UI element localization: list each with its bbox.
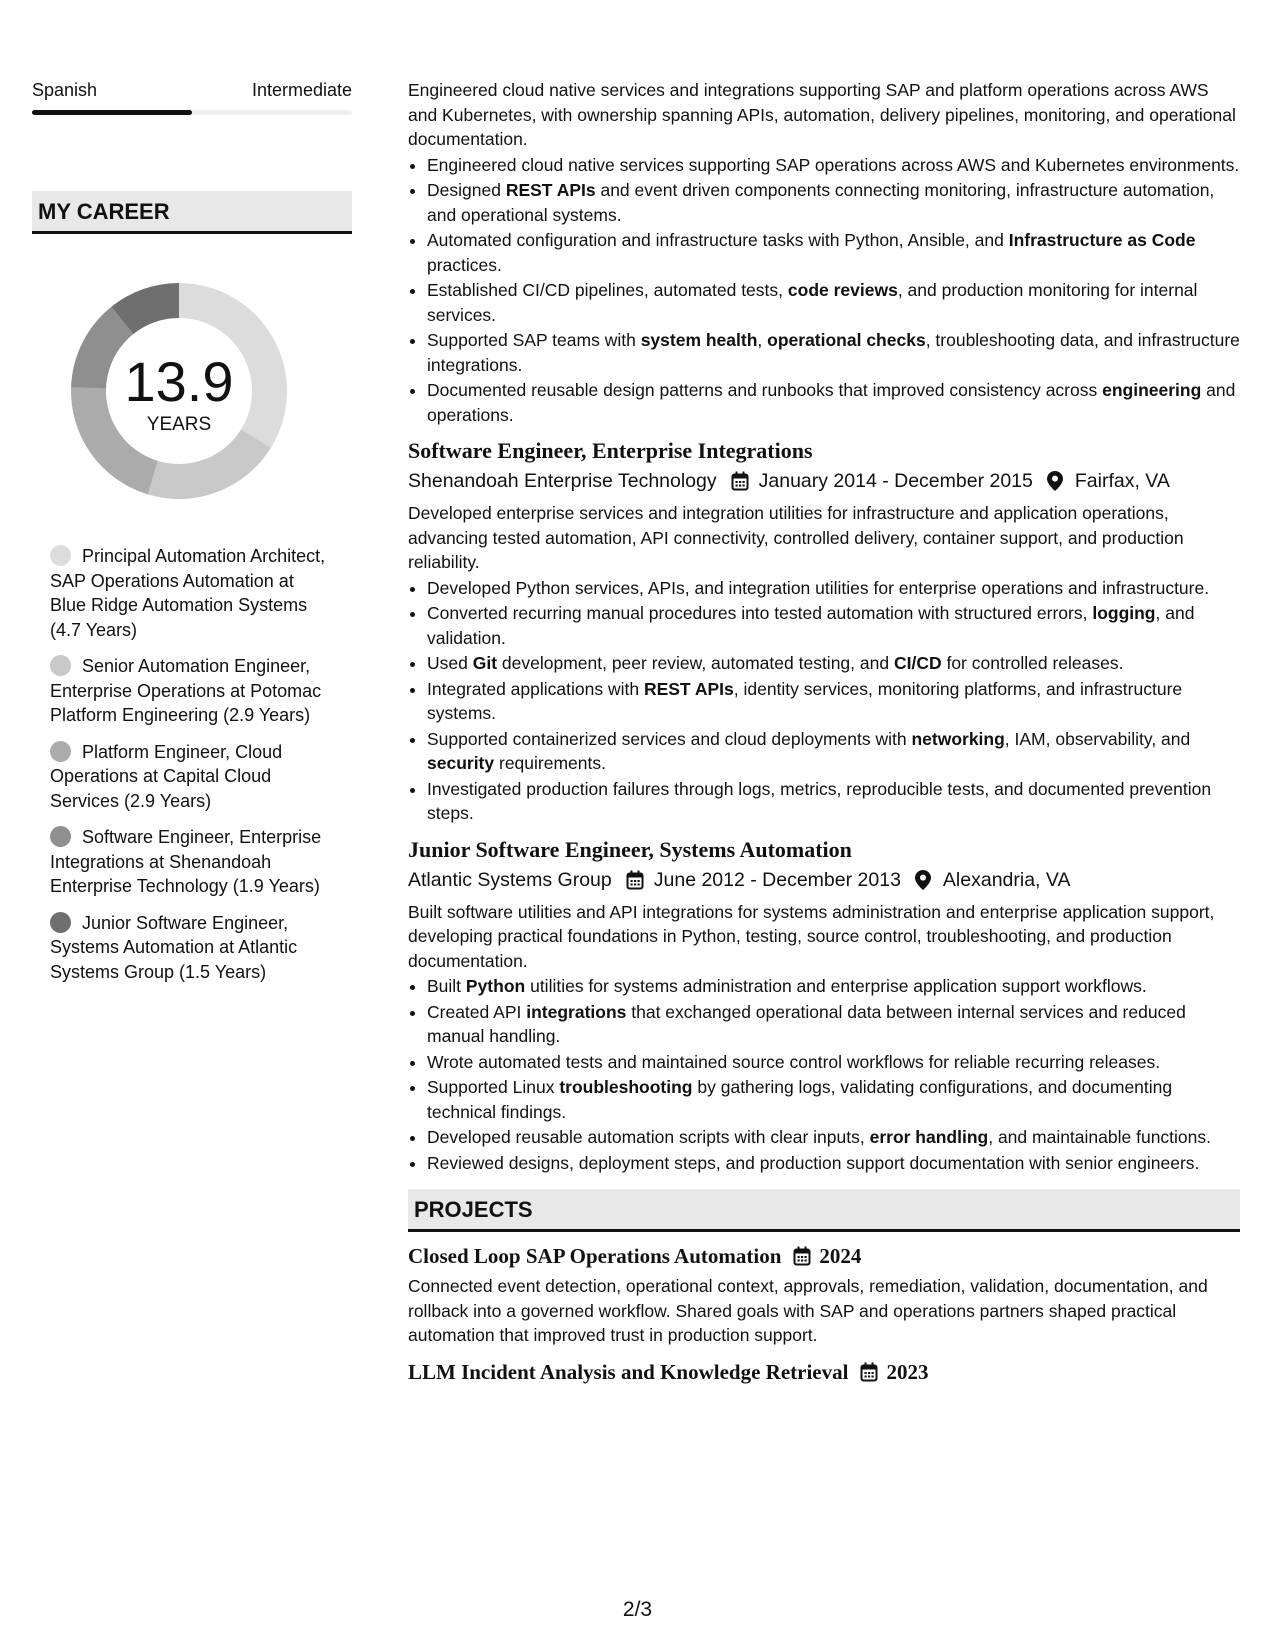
bullet-text: Converted recurring manual procedures into tested automation with structured errors,	[427, 603, 1093, 623]
career-legend-item	[50, 740, 330, 814]
bullet-text: , identity services, monitoring platforms, and infrastructure systems.	[427, 678, 1183, 723]
job-title: Junior Software Engineer, Systems Automation	[408, 836, 852, 862]
career-legend-item	[50, 911, 330, 985]
bullet-item	[427, 974, 1240, 999]
calendar-icon	[626, 870, 644, 890]
bullet-text: practices.	[427, 254, 502, 275]
bullet-keyword: Git	[472, 653, 498, 673]
calendar-icon	[860, 1362, 878, 1382]
job-company: Atlantic Systems Group	[408, 868, 612, 891]
job-meta	[408, 467, 1240, 495]
job-entry	[408, 836, 1240, 1176]
bullet-text: Developed reusable automation scripts with clear inputs,	[427, 1127, 870, 1147]
legend-dot	[50, 655, 71, 676]
project-entry	[408, 1358, 1240, 1386]
bullet-text: requirements.	[494, 753, 606, 773]
career-donut-chart	[64, 276, 294, 506]
bullet-item	[427, 777, 1240, 826]
sidebar	[32, 78, 352, 996]
bullet-item	[427, 727, 1240, 776]
map-pin-icon	[1047, 471, 1065, 491]
page-number: 2/3	[622, 1598, 653, 1621]
job-summary: Developed enterprise services and integration utilities for infrastructure and application operations, advancing tested automation, API connectivity, controlled delivery, container support, and production reliability.	[408, 503, 1184, 572]
legend-dot	[50, 826, 71, 847]
bullet-text: Developed Python services, APIs, and integration utilities for enterprise operations and infrastructure.	[427, 577, 1210, 598]
bullet-item	[427, 1050, 1240, 1075]
bullet-text: , and production monitoring for internal services.	[427, 280, 1198, 325]
job-entry	[408, 437, 1240, 826]
jobs-list	[408, 437, 1240, 1175]
bullet-keyword: security	[427, 753, 495, 773]
job-bullets	[408, 153, 1240, 428]
language-row	[32, 78, 352, 102]
job-summary: Engineered cloud native services and integrations supporting SAP and platform operations across AWS and Kubernetes, with ownership spanning APIs, automation, delivery pipelines, monitoring, and operational documentation.	[408, 80, 1236, 149]
bullet-text: Supported Linux	[427, 1077, 560, 1097]
bullet-text: Designed	[427, 180, 506, 200]
bullet-text: Automated configuration and infrastructure tasks with Python, Ansible, and	[427, 230, 1009, 250]
bullet-item	[427, 228, 1240, 277]
bullet-text: utilities for systems administration and enterprise application support workflows.	[525, 976, 1147, 996]
language-proficiency-bar	[32, 110, 352, 115]
job-location: Alexandria, VA	[942, 868, 1071, 891]
bullet-item	[427, 1151, 1240, 1176]
main-content	[408, 78, 1240, 1386]
bullet-keyword: networking	[911, 728, 1005, 749]
bullet-text: Investigated production failures through logs, metrics, reproducible tests, and documented prevention steps.	[427, 778, 1212, 823]
legend-dot	[50, 741, 71, 762]
job-dates: January 2014 - December 2015	[758, 470, 1033, 492]
bullet-keyword: CI/CD	[893, 653, 942, 673]
bullet-text: ,	[757, 330, 768, 350]
project-title-row	[408, 1242, 1240, 1270]
legend-dot	[50, 545, 71, 566]
project-description: Connected event detection, operational context, approvals, remediation, validation, documentation, and rollback into a governed workflow. Shared goals with SAP and operations partners shaped practical automation that improved trust in production support.	[408, 1276, 1208, 1345]
language-name: Spanish	[32, 80, 98, 100]
project-year: 2024	[819, 1244, 862, 1268]
bullet-text: Documented reusable design patterns and runbooks that improved consistency across	[427, 380, 1103, 400]
bullet-text: , IAM, observability, and	[1004, 728, 1191, 749]
bullet-keyword: integrations	[526, 1001, 627, 1022]
legend-dot	[50, 912, 71, 933]
bullet-text: that exchanged operational data between internal services and reduced manual handling.	[427, 1001, 1186, 1046]
calendar-icon	[793, 1246, 811, 1266]
projects-heading: PROJECTS	[408, 1189, 1240, 1232]
job-bullets	[408, 974, 1240, 1175]
legend-label: Software Engineer, Enterprise Integrations at Shenandoah Enterprise Technology (1.9 Years)	[50, 827, 322, 896]
map-pin-icon	[915, 870, 933, 890]
career-legend	[50, 544, 330, 984]
language-proficiency-fill	[32, 110, 192, 115]
projects-list	[408, 1242, 1240, 1386]
legend-label: Platform Engineer, Cloud Operations at Capital Cloud Services (2.9 Years)	[50, 741, 283, 811]
legend-label: Junior Software Engineer, Systems Automation at Atlantic Systems Group (1.5 Years)	[50, 912, 298, 982]
project-year: 2023	[886, 1359, 929, 1384]
career-legend-item	[50, 544, 330, 642]
job-summary: Built software utilities and API integrations for systems administration and enterprise application support, developing practical foundations in Python, testing, source control, troubleshooting, and production documentation.	[408, 901, 1215, 971]
project-entry	[408, 1242, 1240, 1348]
bullet-text: Used	[427, 653, 473, 673]
legend-label: Principal Automation Architect, SAP Operations Automation at Blue Ridge Automation Systems (4.7 Years)	[50, 546, 326, 640]
job-continued	[408, 78, 1240, 427]
career-total-unit: YEARS	[146, 414, 212, 435]
bullet-keyword: Infrastructure as Code	[1008, 230, 1196, 250]
project-title-row	[408, 1358, 1240, 1386]
bullet-keyword: operational checks	[767, 330, 926, 350]
bullet-text: Established CI/CD pipelines, automated tests,	[427, 280, 788, 300]
bullet-text: , troubleshooting data, and infrastructure integrations.	[427, 330, 1240, 375]
bullet-keyword: REST APIs	[643, 678, 734, 699]
bullet-item	[427, 651, 1240, 676]
bullet-text: Supported containerized services and cloud deployments with	[427, 728, 912, 749]
project-title: Closed Loop SAP Operations Automation	[408, 1244, 782, 1268]
bullet-text: , and maintainable functions.	[988, 1127, 1212, 1147]
bullet-text: and operations.	[427, 380, 1236, 425]
bullet-item	[427, 677, 1240, 726]
language-entry	[32, 78, 352, 115]
bullet-item	[427, 278, 1240, 327]
bullet-item	[427, 1075, 1240, 1124]
job-company: Shenandoah Enterprise Technology	[408, 470, 717, 492]
bullet-item	[427, 378, 1240, 427]
bullet-keyword: code reviews	[787, 280, 898, 300]
career-donut-center	[64, 276, 294, 506]
bullet-item	[427, 576, 1240, 601]
bullet-item	[427, 153, 1240, 178]
bullet-text: Built	[427, 976, 466, 996]
bullet-text: Reviewed designs, deployment steps, and production support documentation with senior engineers.	[427, 1152, 1200, 1173]
bullet-item	[427, 1000, 1240, 1049]
bullet-keyword: troubleshooting	[559, 1077, 693, 1097]
bullet-item	[427, 328, 1240, 377]
language-level: Intermediate	[251, 80, 352, 100]
calendar-icon	[731, 471, 749, 491]
bullet-keyword: engineering	[1102, 380, 1202, 400]
job-dates: June 2012 - December 2013	[653, 868, 901, 891]
career-heading: MY CAREER	[32, 191, 352, 234]
bullet-keyword: Python	[465, 976, 526, 996]
bullet-keyword: logging	[1092, 603, 1156, 623]
bullet-item	[427, 1125, 1240, 1150]
bullet-text: and event driven components connecting monitoring, infrastructure automation, and operational systems.	[427, 180, 1215, 225]
bullet-text: by gathering logs, validating configurations, and documenting technical findings.	[427, 1077, 1173, 1122]
bullet-item	[427, 601, 1240, 650]
job-title: Software Engineer, Enterprise Integrations	[408, 438, 813, 463]
bullet-text: Wrote automated tests and maintained source control workflows for reliable recurring releases.	[427, 1051, 1161, 1072]
bullet-text: for controlled releases.	[941, 653, 1124, 673]
bullet-text: Integrated applications with	[427, 678, 644, 699]
bullet-item	[427, 178, 1240, 227]
career-legend-item	[50, 654, 330, 728]
bullet-keyword: REST APIs	[505, 180, 596, 200]
bullet-text: development, peer review, automated testing, and	[497, 653, 894, 673]
bullet-text: Supported SAP teams with	[427, 330, 641, 350]
career-legend-item	[50, 825, 330, 899]
bullet-text: Created API	[427, 1001, 527, 1022]
legend-label: Senior Automation Engineer, Enterprise Operations at Potomac Platform Engineering (2.9 Years)	[50, 656, 322, 725]
career-total-value: 13.9	[124, 350, 234, 413]
bullet-keyword: error handling	[869, 1127, 989, 1147]
bullet-text: Engineered cloud native services supporting SAP operations across AWS and Kubernetes environments.	[427, 154, 1240, 175]
bullet-keyword: system health	[640, 330, 758, 350]
job-location: Fairfax, VA	[1074, 470, 1170, 492]
job-meta	[408, 866, 1240, 894]
project-title: LLM Incident Analysis and Knowledge Retrieval	[408, 1359, 849, 1384]
bullet-text: , and validation.	[427, 603, 1195, 648]
job-bullets	[408, 576, 1240, 826]
